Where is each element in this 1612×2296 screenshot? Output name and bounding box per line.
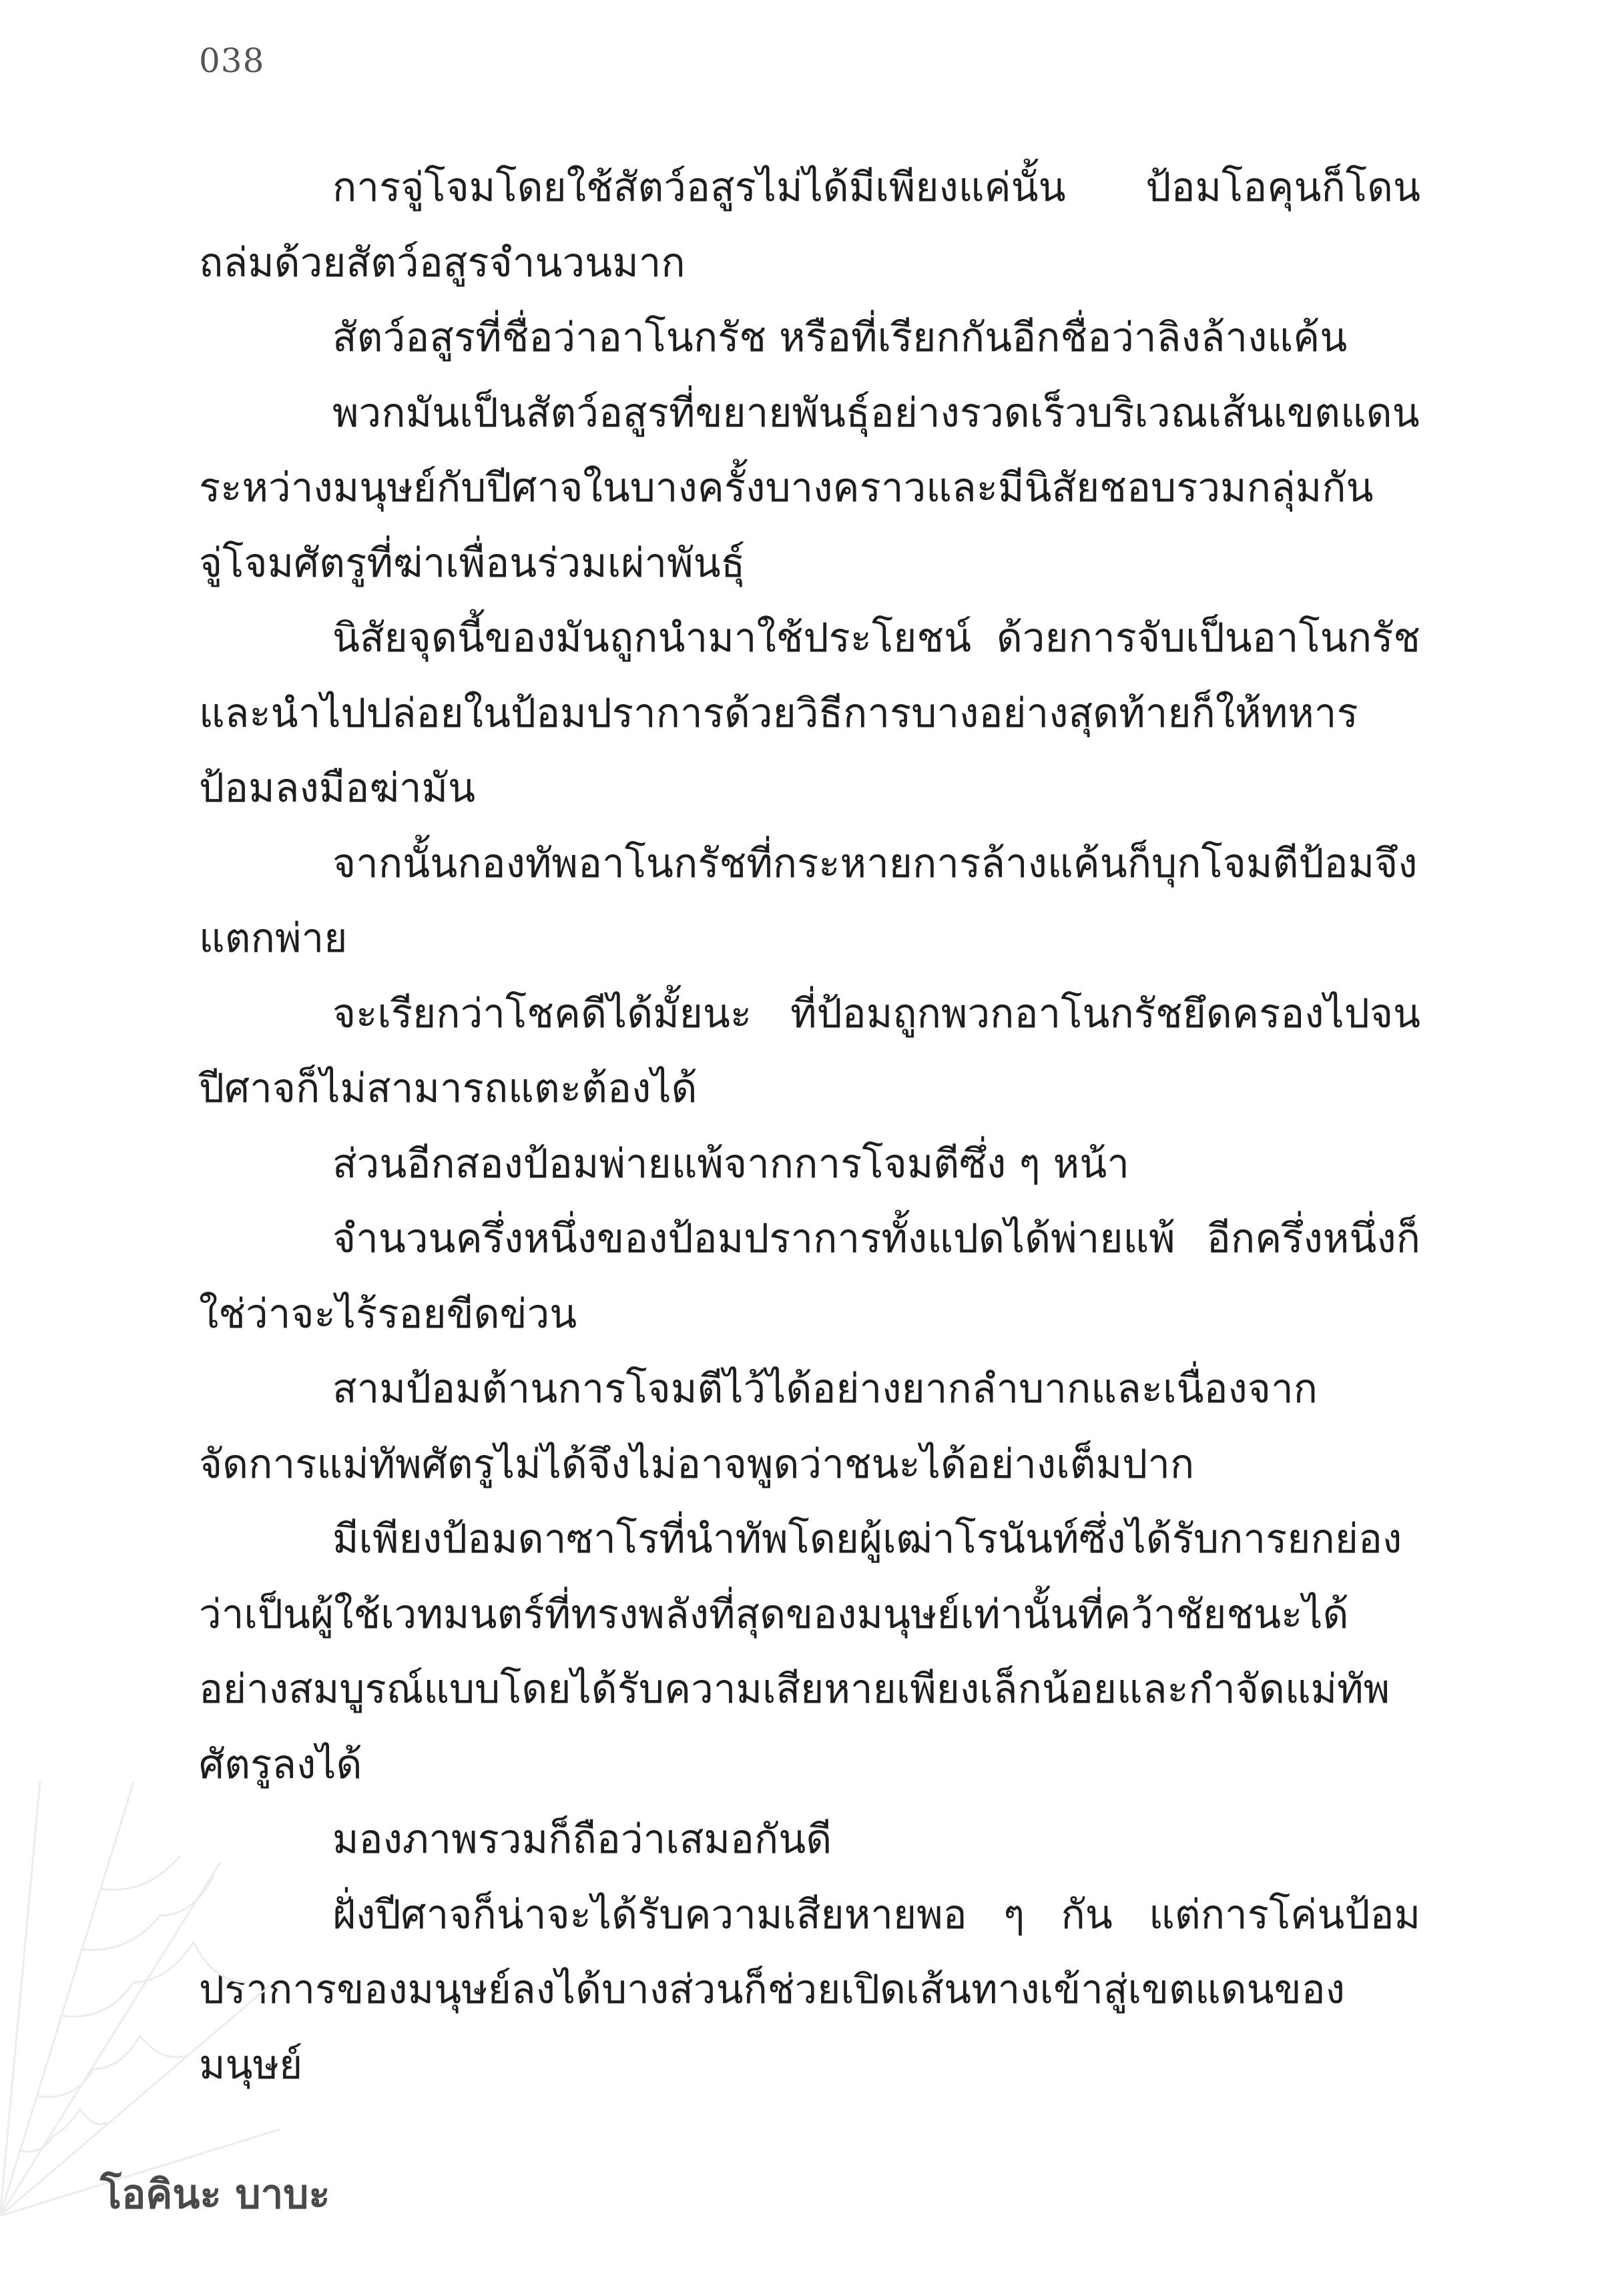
spider-web-decoration bbox=[0, 1782, 280, 2216]
paragraph: มองภาพรวมก็ถือว่าเสมอกันดี bbox=[332, 1816, 832, 1863]
paragraph: นิสัยจุดนี้ของมันถูกนำมาใช้ประโยชน์ ด้วยการจับเป็นอาโนกรัชและนำไปปล่อยในป้อมปราการด้วยวิธีการบางอย่างสุดท้ายก็ให้ทหารป้อมลงมือฆ่ามัน bbox=[199, 615, 1420, 812]
paragraph: จะเรียกว่าโชคดีได้มั้ยนะ ที่ป้อมถูกพวกอาโนกรัชยึดครองไปจนปีศาจก็ไม่สามารถแตะต้องได้ bbox=[199, 990, 1420, 1112]
paragraph: มีเพียงป้อมดาซาโรที่นำทัพโดยผู้เฒ่าโรนันท์ซึ่งได้รับการยกย่องว่าเป็นผู้ใช้เวทมนตร์ที่ทรงพลังที่สุดของมนุษย์เท่านั้นที่คว้าชัยชนะได้อย่างสมบูรณ์แบบโดยได้รับความเสียหายเพียงเล็กน้อยและกำจัดแม่ทัพศัตรูลงได้ bbox=[199, 1516, 1402, 1788]
paragraph: สัตว์อสูรที่ชื่อว่าอาโนกรัช หรือที่เรียกกันอีกชื่อว่าลิงล้างแค้น bbox=[332, 314, 1348, 361]
footer-author: โอคินะ บาบะ bbox=[100, 2171, 330, 2218]
page-number: 038 bbox=[199, 41, 265, 80]
paragraph: ฝั่งปีศาจก็น่าจะได้รับความเสียหายพอ ๆ กัน แต่การโค่นป้อมปราการของมนุษย์ลงได้บางส่วนก็ช่วยเปิดเส้นทางเข้าสู่เขตแดนของมนุษย์ bbox=[199, 1891, 1420, 2088]
paragraph: พวกมันเป็นสัตว์อสูรที่ขยายพันธุ์อย่างรวดเร็วบริเวณเส้นเขตแดนระหว่างมนุษย์กับปีศาจในบางครั้งบางคราวและมีนิสัยชอบรวมกลุ่มกันจู่โจมศัตรูที่ฆ่าเพื่อนร่วมเผ่าพันธุ์ bbox=[199, 389, 1420, 587]
body-text bbox=[199, 150, 1420, 2102]
paragraph: สามป้อมต้านการโจมตีไว้ได้อย่างยากลำบากและเนื่องจากจัดการแม่ทัพศัตรูไม่ได้จึงไม่อาจพูดว่าชนะได้อย่างเต็มปาก bbox=[199, 1366, 1318, 1488]
paragraph: จากนั้นกองทัพอาโนกรัชที่กระหายการล้างแค้นก็บุกโจมตีป้อมจึงแตกพ่าย bbox=[199, 840, 1418, 962]
paragraph: การจู่โจมโดยใช้สัตว์อสูรไม่ได้มีเพียงแค่นั้น ป้อมโอคุนก็โดนถล่มด้วยสัตว์อสูรจำนวนมาก bbox=[199, 164, 1420, 286]
paragraph: จำนวนครึ่งหนึ่งของป้อมปราการทั้งแปดได้พ่ายแพ้ อีกครึ่งหนึ่งก็ใช่ว่าจะไร้รอยขีดข่วน bbox=[199, 1215, 1420, 1338]
paragraph: ส่วนอีกสองป้อมพ่ายแพ้จากการโจมตีซึ่ง ๆ หน้า bbox=[332, 1140, 1129, 1187]
